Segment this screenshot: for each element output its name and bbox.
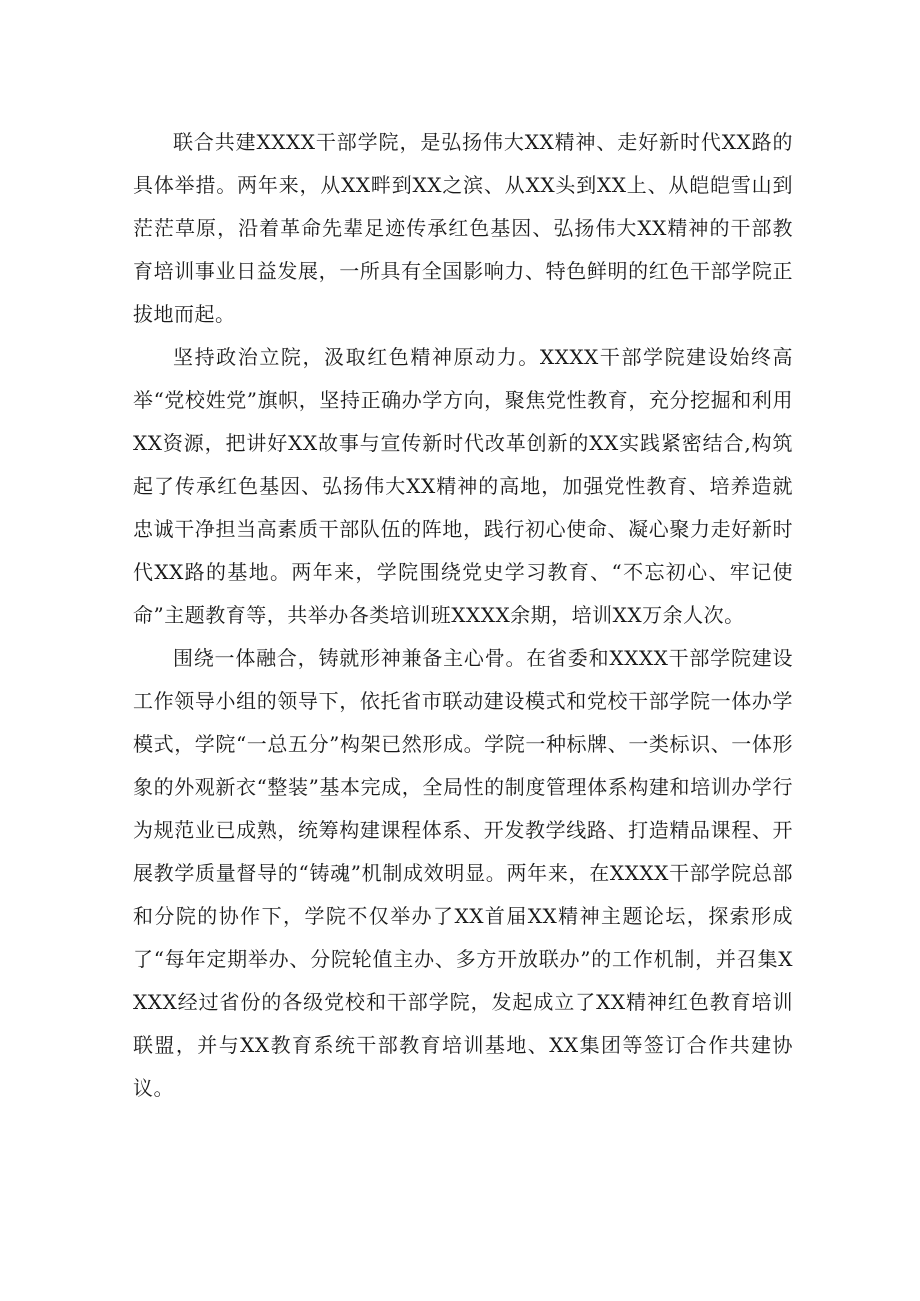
document-body — [133, 121, 793, 1110]
paragraph-2: 坚持政治立院，汲取红色精神原动力。XXXX干部学院建设始终高举“党校姓党”旗帜，坚持正确办学方向，聚焦党性教育，充分挖掘和利用XX资源，把讲好XX故事与宣传新时代改革创新的XX实践紧密结合,构筑起了传承红色基因、弘扬伟大XX精神的高地，加强党性教育、培养造就忠诚干净担当高素质干部队伍的阵地，践行初心使命、凝心聚力走好新时代XX路的基地。两年来，学院围绕党史学习教育、“不忘初心、牢记使命”主题教育等，共举办各类培训班XXXX余期，培训XX万余人次。 — [133, 345, 793, 627]
paragraph-3: 围绕一体融合，铸就形神兼备主心骨。在省委和XXXX干部学院建设工作领导小组的领导下，依托省市联动建设模式和党校干部学院一体办学模式，学院“一总五分”构架已然形成。学院一种标牌、一类标识、一体形象的外观新衣“整装”基本完成，全局性的制度管理体系构建和培训办学行为规范业已成熟，统筹构建课程体系、开发教学线路、打造精品课程、开展教学质量督导的“铸魂”机制成效明显。两年来，在XXXX干部学院总部和分院的协作下，学院不仅举办了XX首届XX精神主题论坛，探索形成了“每年定期举办、分院轮值主办、多方开放联办”的工作机制，并召集XXXX经过省份的各级党校和干部学院，发起成立了XX精神红色教育培训联盟，并与XX教育系统干部教育培训基地、XX集团等签订合作共建协议。 — [133, 646, 793, 1100]
paragraph-1: 联合共建XXXX干部学院，是弘扬伟大XX精神、走好新时代XX路的具体举措。两年来，从XX畔到XX之滨、从XX头到XX上、从皑皑雪山到茫茫草原，沿着革命先辈足迹传承红色基因、弘扬伟大XX精神的干部教育培训事业日益发展，一所具有全国影响力、特色鲜明的红色干部学院正拔地而起。 — [133, 130, 793, 326]
